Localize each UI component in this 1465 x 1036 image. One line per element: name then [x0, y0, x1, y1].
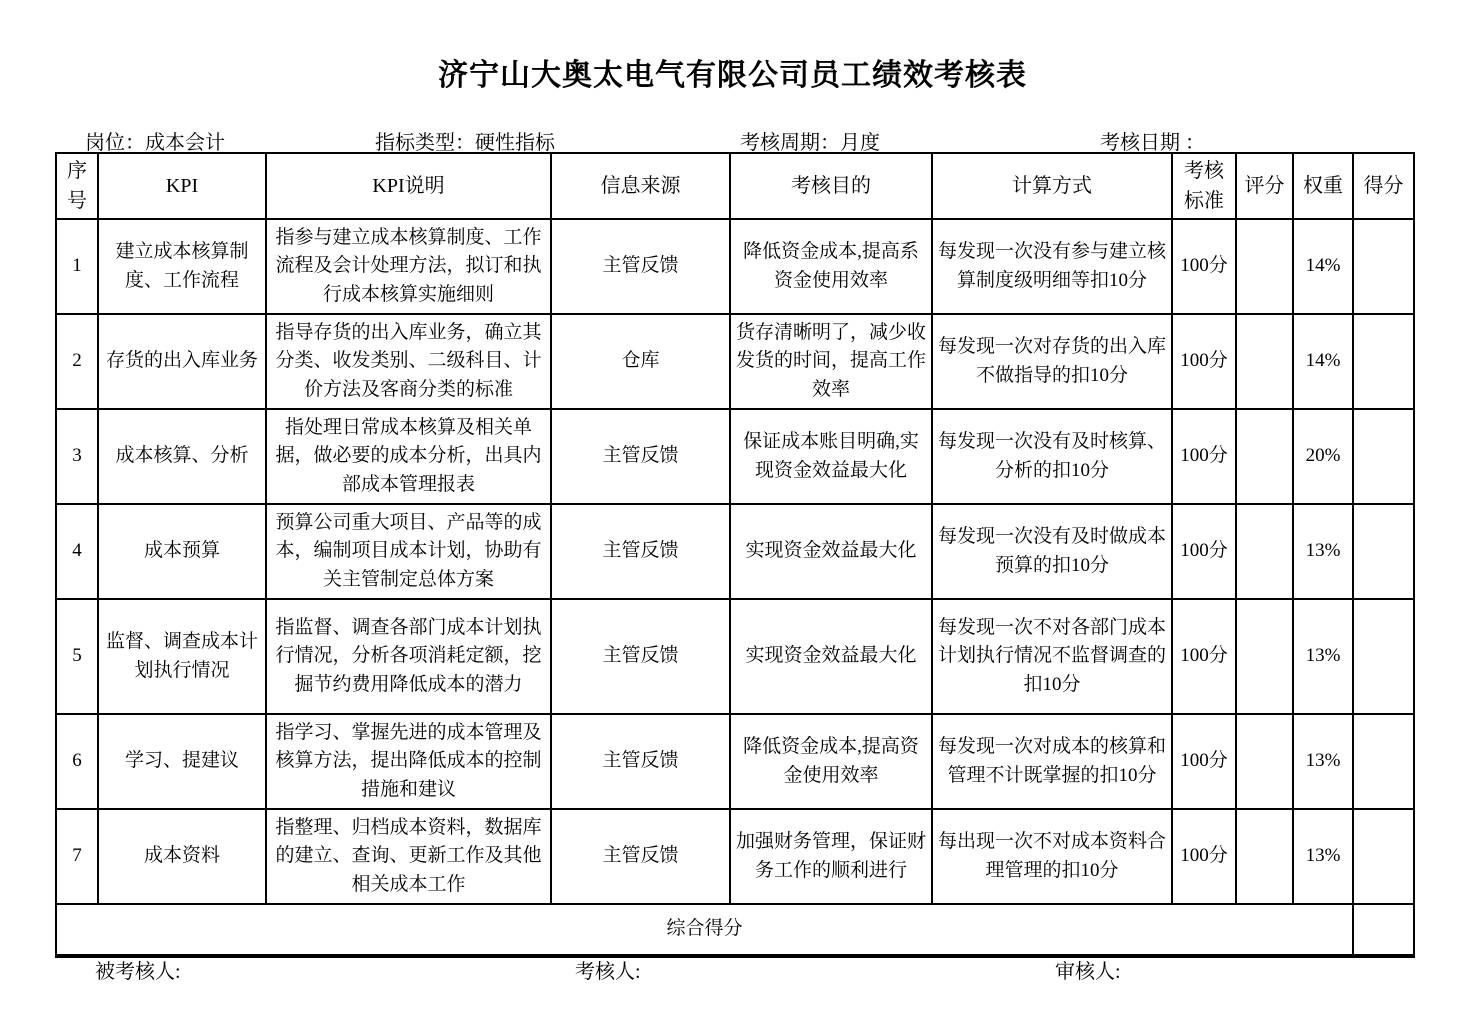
cell-purpose: 加强财务管理，保证财务工作的顺利进行: [730, 809, 932, 904]
table-row: [56, 219, 1414, 314]
cell-purpose: 货存清晰明了，减少收发货的时间，提高工作效率: [730, 314, 932, 409]
header-desc: KPI说明: [266, 153, 551, 219]
cell-standard: 100分: [1172, 809, 1236, 904]
header-score: 得分: [1353, 153, 1414, 219]
cell-method: 每发现一次对存货的出入库不做指导的扣10分: [932, 314, 1172, 409]
cell-kpi: 建立成本核算制度、工作流程: [98, 219, 266, 314]
header-standard: 考核标准: [1172, 153, 1236, 219]
cell-score: [1353, 504, 1414, 599]
table-row: [56, 599, 1414, 714]
table-row: [56, 714, 1414, 809]
cell-source: 主管反馈: [551, 409, 730, 504]
cell-kpi: 学习、提建议: [98, 714, 266, 809]
table-row: [56, 809, 1414, 904]
cell-score: [1353, 714, 1414, 809]
cell-weight: 14%: [1293, 314, 1353, 409]
header-purpose: 考核目的: [730, 153, 932, 219]
meta-date: 考核日期 ：: [1100, 132, 1205, 154]
cell-kpi: 存货的出入库业务: [98, 314, 266, 409]
cell-score: [1353, 409, 1414, 504]
cell-no: 1: [56, 219, 98, 314]
cell-desc: 指参与建立成本核算制度、工作流程及会计处理方法，拟订和执行成本核算实施细则: [266, 219, 551, 314]
table-row: [56, 409, 1414, 504]
cell-rating: [1236, 809, 1293, 904]
cell-standard: 100分: [1172, 409, 1236, 504]
cell-kpi: 成本资料: [98, 809, 266, 904]
cell-weight: 20%: [1293, 409, 1353, 504]
cell-source: 仓库: [551, 314, 730, 409]
cell-source: 主管反馈: [551, 714, 730, 809]
header-rating: 评分: [1236, 153, 1293, 219]
cell-purpose: 保证成本账目明确,实现资金效益最大化: [730, 409, 932, 504]
cell-no: 6: [56, 714, 98, 809]
cell-purpose: 实现资金效益最大化: [730, 599, 932, 714]
cell-desc: 指处理日常成本核算及相关单据，做必要的成本分析，出具内部成本管理报表: [266, 409, 551, 504]
cell-kpi: 成本预算: [98, 504, 266, 599]
cell-rating: [1236, 504, 1293, 599]
cell-source: 主管反馈: [551, 504, 730, 599]
header-weight: 权重: [1293, 153, 1353, 219]
cell-source: 主管反馈: [551, 809, 730, 904]
cell-no: 7: [56, 809, 98, 904]
signature-row: [55, 955, 1413, 981]
meta-row: [55, 126, 1413, 152]
cell-desc: 指导存货的出入库业务，确立其分类、收发类别、二级科目、计价方法及客商分类的标准: [266, 314, 551, 409]
cell-weight: 13%: [1293, 809, 1353, 904]
cell-desc: 指学习、掌握先进的成本管理及核算方法，提出降低成本的控制措施和建议: [266, 714, 551, 809]
cell-standard: 100分: [1172, 599, 1236, 714]
assessor-label: 考核人:: [575, 961, 641, 983]
cell-source: 主管反馈: [551, 219, 730, 314]
cell-weight: 13%: [1293, 714, 1353, 809]
cell-weight: 14%: [1293, 219, 1353, 314]
cell-purpose: 降低资金成本,提高系资金使用效率: [730, 219, 932, 314]
cell-score: [1353, 809, 1414, 904]
meta-cycle: 考核周期：月度: [740, 132, 880, 154]
cell-rating: [1236, 409, 1293, 504]
cell-rating: [1236, 314, 1293, 409]
cell-source: 主管反馈: [551, 599, 730, 714]
cell-no: 4: [56, 504, 98, 599]
header-kpi: KPI: [98, 153, 266, 219]
meta-position: 岗位：成本会计: [85, 132, 225, 154]
cell-desc: 预算公司重大项目、产品等的成本，编制项目成本计划，协助有关主管制定总体方案: [266, 504, 551, 599]
summary-row: [56, 904, 1414, 956]
cell-kpi: 成本核算、分析: [98, 409, 266, 504]
meta-indicator-type: 指标类型：硬性指标: [375, 132, 555, 154]
cell-purpose: 降低资金成本,提高资金使用效率: [730, 714, 932, 809]
header-no: 序号: [56, 153, 98, 219]
summary-label: 综合得分: [56, 904, 1353, 956]
header-row: [56, 153, 1414, 219]
cell-purpose: 实现资金效益最大化: [730, 504, 932, 599]
cell-no: 5: [56, 599, 98, 714]
cell-standard: 100分: [1172, 714, 1236, 809]
header-method: 计算方式: [932, 153, 1172, 219]
cell-kpi: 监督、调查成本计划执行情况: [98, 599, 266, 714]
table-row: [56, 504, 1414, 599]
cell-no: 2: [56, 314, 98, 409]
cell-standard: 100分: [1172, 504, 1236, 599]
cell-score: [1353, 314, 1414, 409]
cell-rating: [1236, 219, 1293, 314]
summary-score: [1353, 904, 1414, 956]
reviewer-label: 审核人:: [1055, 961, 1121, 983]
cell-weight: 13%: [1293, 599, 1353, 714]
cell-desc: 指整理、归档成本资料，数据库的建立、查询、更新工作及其他相关成本工作: [266, 809, 551, 904]
cell-score: [1353, 599, 1414, 714]
cell-method: 每发现一次对成本的核算和管理不计既掌握的扣10分: [932, 714, 1172, 809]
cell-standard: 100分: [1172, 314, 1236, 409]
kpi-table: [55, 152, 1415, 958]
cell-standard: 100分: [1172, 219, 1236, 314]
cell-method: 每发现一次没有及时做成本预算的扣10分: [932, 504, 1172, 599]
assessee-label: 被考核人:: [95, 961, 181, 983]
cell-weight: 13%: [1293, 504, 1353, 599]
page-title: 济宁山大奥太电气有限公司员工绩效考核表: [438, 59, 1027, 92]
cell-score: [1353, 219, 1414, 314]
cell-method: 每发现一次不对各部门成本计划执行情况不监督调查的扣10分: [932, 599, 1172, 714]
cell-method: 每发现一次没有及时核算、分析的扣10分: [932, 409, 1172, 504]
cell-rating: [1236, 714, 1293, 809]
cell-rating: [1236, 599, 1293, 714]
cell-desc: 指监督、调查各部门成本计划执行情况，分析各项消耗定额，挖掘节约费用降低成本的潜力: [266, 599, 551, 714]
header-source: 信息来源: [551, 153, 730, 219]
cell-method: 每出现一次不对成本资料合理管理的扣10分: [932, 809, 1172, 904]
cell-no: 3: [56, 409, 98, 504]
kpi-table-wrap: [55, 152, 1415, 958]
table-row: [56, 314, 1414, 409]
cell-method: 每发现一次没有参与建立核算制度级明细等扣10分: [932, 219, 1172, 314]
